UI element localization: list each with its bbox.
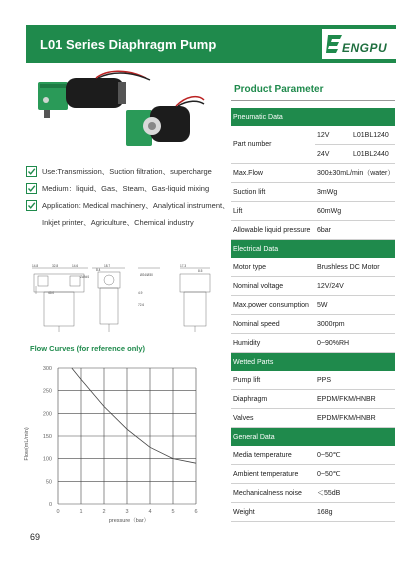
x-tick-label: 0 [56, 509, 60, 515]
parameter-table [231, 108, 395, 522]
x-tick-label: 5 [171, 509, 175, 515]
param-part-number: L01BL1240 [351, 126, 395, 145]
param-value: PPS [315, 371, 395, 390]
param-label: Nominal voltage [231, 277, 315, 296]
dim-label: 45.0 [48, 291, 55, 295]
dim-label: 14.6 [72, 264, 79, 268]
dim-label: 14.8 [32, 264, 39, 268]
pump-image-2 [126, 97, 204, 146]
checkbox-icon [26, 200, 37, 211]
section-header [231, 108, 395, 126]
divider [231, 100, 395, 101]
param-label: Mechanicalness noise [231, 484, 315, 503]
parameter-title: Product Parameter [234, 84, 324, 95]
section-label: Electrical Data [231, 240, 395, 259]
table-row [231, 258, 395, 277]
param-value: 0~50℃ [315, 465, 395, 484]
param-label: Pump lift [231, 371, 315, 390]
param-value: 3000rpm [315, 315, 395, 334]
dim-label: 8.5 [198, 269, 203, 273]
param-label: Humidity [231, 334, 315, 353]
param-voltage: 12V [315, 126, 351, 145]
y-tick-label: 300 [42, 366, 52, 372]
dim-label: Ø24/Ø30 [140, 273, 153, 277]
dim-label: ZAN/4 [80, 275, 90, 279]
chart-title: Flow Curves (for reference only) [30, 344, 146, 353]
table-row [231, 183, 395, 202]
y-tick-label: 100 [42, 456, 52, 463]
page-number: 69 [30, 532, 41, 542]
param-label: Lift [231, 202, 315, 221]
brand-name: ENGPU [342, 41, 388, 55]
y-tick-label: 200 [42, 411, 52, 418]
param-label: Nominal speed [231, 315, 315, 334]
param-value: 5W [315, 296, 395, 315]
checkbox-icon [26, 166, 37, 177]
feature-list [26, 166, 230, 234]
section-label: General Data [231, 428, 395, 447]
dim-label: 18.7 [104, 264, 111, 268]
param-label: Weight [231, 503, 315, 522]
table-row [231, 409, 395, 428]
product-photo [26, 70, 206, 160]
table-row [231, 221, 395, 240]
table-row [231, 202, 395, 221]
x-tick-label: 2 [102, 509, 106, 515]
feature-text: Medium：liquid、Gas、Steam、Gas-liquid mixing [42, 184, 210, 193]
y-tick-label: 50 [45, 479, 52, 486]
x-axis-label: pressure（bar） [108, 518, 150, 524]
param-part-number: L01BL2440 [351, 145, 395, 164]
x-tick-label: 1 [79, 509, 83, 515]
param-value: 168g [315, 503, 395, 522]
param-value: Brushless DC Motor [315, 258, 395, 277]
dimension-drawing [30, 264, 215, 334]
param-value: 0~90%RH [315, 334, 395, 353]
x-tick-label: 4 [148, 509, 152, 515]
section-header [231, 353, 395, 372]
table-row [231, 126, 395, 145]
table-row [231, 296, 395, 315]
flow-curve [72, 368, 196, 463]
y-tick-label: 250 [42, 388, 52, 395]
feature-item [26, 200, 230, 217]
x-tick-label: 3 [125, 509, 129, 515]
table-row [231, 484, 395, 503]
brand-logo [322, 29, 402, 59]
flow-chart [20, 360, 206, 528]
param-value: ＜55dB [315, 484, 395, 503]
y-tick-label: 0 [48, 502, 52, 508]
param-value: 60mWg [315, 202, 395, 221]
param-value: 12V/24V [315, 277, 395, 296]
param-value: 0~50℃ [315, 446, 395, 465]
feature-item [26, 166, 226, 183]
dim-label: 4.9 [138, 291, 143, 295]
table-row [231, 465, 395, 484]
param-label: Valves [231, 409, 315, 428]
dim-label: 17.3 [180, 264, 187, 268]
param-label: Media temperature [231, 446, 315, 465]
feature-text: Application: Medical machinery、Analytical instrument、 [42, 201, 230, 210]
param-value: 300±30mL/min（water） [315, 164, 395, 183]
table-row [231, 390, 395, 409]
table-row [231, 277, 395, 296]
param-label: Ambient temperature [231, 465, 315, 484]
param-voltage: 24V [315, 145, 351, 164]
x-tick-label: 6 [194, 509, 198, 515]
feature-item-continued [26, 217, 226, 234]
feature-item [26, 183, 226, 200]
param-label: Diaphragm [231, 390, 315, 409]
param-label: Max.Flow [231, 164, 315, 183]
param-label: Suction lift [231, 183, 315, 202]
param-label: Motor type [231, 258, 315, 277]
page-title: L01 Series Diaphragm Pump [40, 37, 217, 52]
param-label: Max.power consumption [231, 296, 315, 315]
table-row [231, 334, 395, 353]
section-header [231, 240, 395, 259]
table-row [231, 446, 395, 465]
dim-label: 72.6 [138, 303, 145, 307]
section-label: Wetted Parts [231, 353, 395, 372]
table-row [231, 503, 395, 522]
y-tick-label: 150 [42, 434, 52, 440]
param-value: 6bar [315, 221, 395, 240]
param-value: EPDM/FKM/HNBR [315, 409, 395, 428]
section-label: Pneumatic Data [231, 108, 395, 126]
param-label: Allowable liquid pressure [231, 221, 315, 240]
checkbox-icon [26, 183, 37, 194]
table-row [231, 164, 395, 183]
header-banner [26, 25, 396, 63]
param-value: EPDM/FKM/HNBR [315, 390, 395, 409]
feature-text: Use:Transmission、Suction filtration、supercharge [42, 167, 212, 176]
table-row [231, 315, 395, 334]
param-label: Part number [231, 126, 315, 164]
section-header [231, 428, 395, 447]
y-axis-label: Flow(mL/min) [24, 427, 30, 461]
table-row [231, 371, 395, 390]
dim-label: 32.8 [52, 264, 59, 268]
feature-text: Inkjet printer、Agriculture、Chemical industry [42, 218, 194, 227]
param-value: 3mWg [315, 183, 395, 202]
dim-label: 8.4 [96, 268, 101, 272]
